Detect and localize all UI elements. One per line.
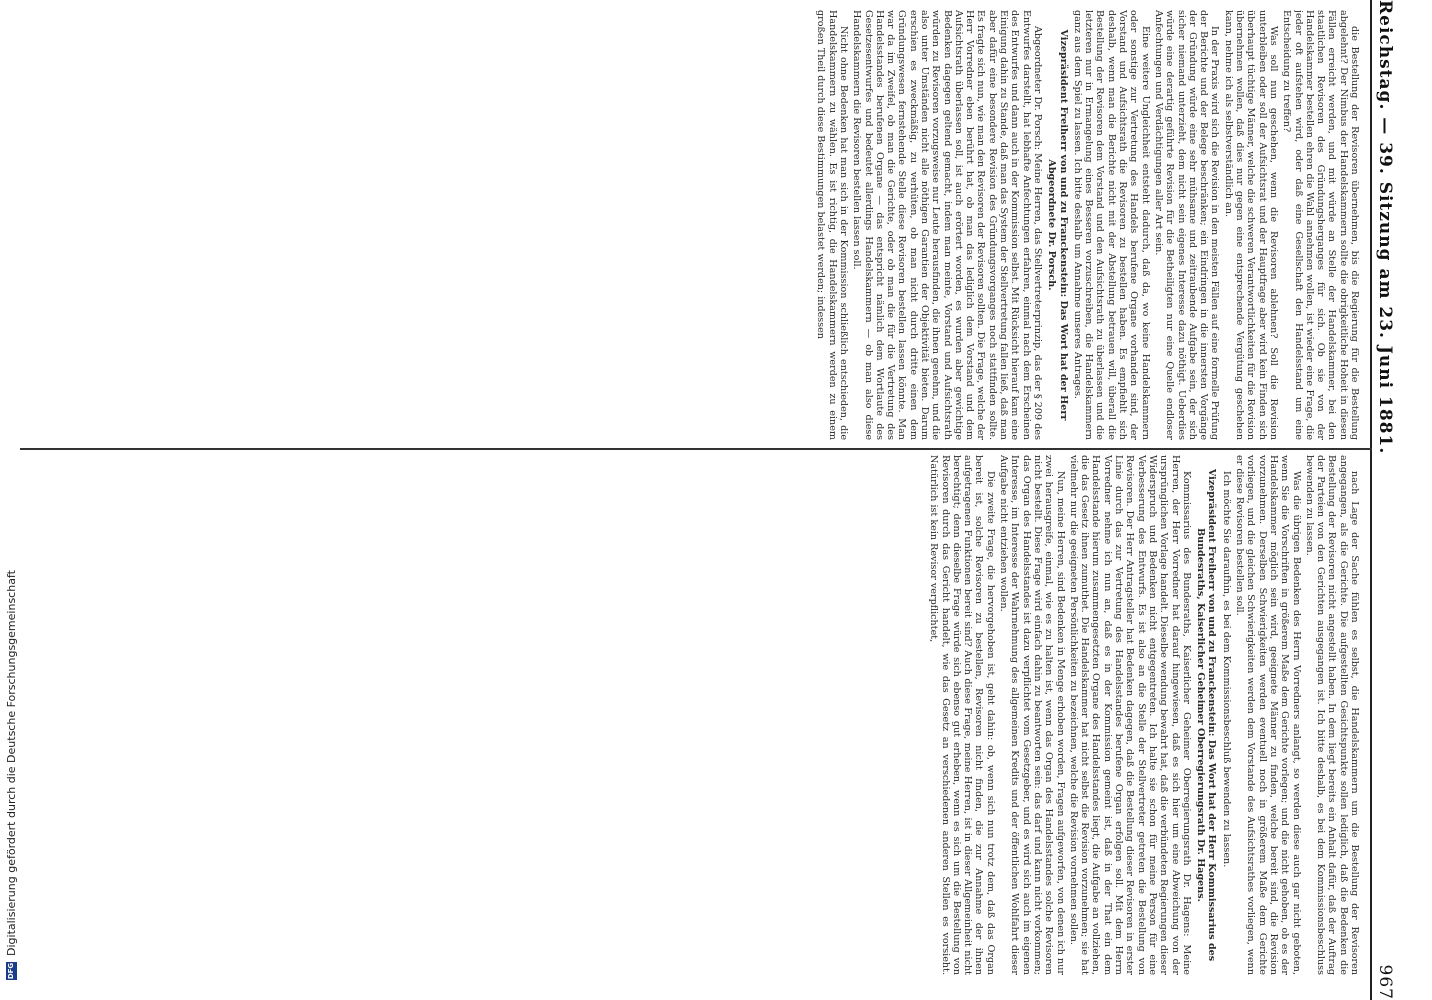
paragraph: Was die übrigen Bedenken des Herrn Vorredners anlangt, so werden diese auch gar nicht geboten, wenn Sie die Vorschriften in größerem Maße dem Gerichte vorlegen; und die nicht gehoben, ob es der Handelskammer möglich sein wird, geeignete Männer zu finden, welche bereit sind, die Revision vorzunehmen. Derselben Schwierigkeiten werden eventuell noch in größerem Maße dem Gerichte vorliegen, und die gleichen Schwierigkeiten werden dem Vorstande des Aufsichtsrathes vorliegen, wenn er diese Revisoren bestellen soll. xyxy=(1234,455,1302,975)
paragraph: Kommissarius des Bundesraths, Kaiserlicher Geheimer Oberregierungsrath Dr. Hagens: Meine Herren, der Herr Vorredner hat darauf hingewiesen, daß es sich hier um eine Abweichung von der ursprünglichen Vorlage handelt. Dieselbe wendung bewahrt hat, daß die verbündeten Regierungen dieser Widerspruch und Bedenken nicht entgegentreten. Ich halte sie schon für meine Person für eine Verbesserung des Entwurfs. Es ist also an die Stelle der Stellvertreter getreten die Bestellung von Revisoren. Der Herr Antragsteller hat Bedenken dagegen, daß die Bestellung dieser Revisoren in erster Linie durch das zur Vertretung des Handelsstandes berufene Organ erfolgen soll. Mit dem Herrn Vorredner nehme ich nun an, daß es in der Kommission gemeint ist, daß in der That ein dem Handelsstande hierum zusammengesetzten Organe des Handelsstandes liegt, die Aufgabe an vollziehen, die das Gesetz ihnen zumuthet. Die Handelskammer hat nicht selbst die Revision vorzunehmen; sie hat vielmehr nur die geeigneten Persönlichkeiten zu bezeichnen, welche die Revision vornehmen sollen. xyxy=(1067,455,1192,975)
dfg-logo-icon: DFG xyxy=(6,962,15,980)
paragraph: Ich möchte Sie daraufhin, es bei dem Kommissionsbeschluß bewenden zu lassen. xyxy=(1220,471,1232,868)
speaker-heading: Vizepräsident Freiherr von und zu Franckenstein: Das Wort hat der Herr Abgeordnete Dr. Porsch. xyxy=(1046,29,1069,421)
paragraph: die Bestellung der Revisoren übernehmen, bis die Regierung für die Bestellung abgelehnt? Der Nimbus der Handelskammern sollte die obrigkeitliche Hoheit in diesen Fällen erreicht werden, und mit würde an Stelle der Handelskammer, bei den staatlichen Revisoren des Gründungsherganges für sich. Ob sie von der Handelskammer bestellen ehren die Wahl annehmen wollen, ist wieder eine Frage, die jeder oft aufstehen wird, oder daß eine Gesellschaft den Handelsstand um eine Entscheidung zu treffen? xyxy=(1281,10,1360,440)
footer-note: Digitalisierung gefördert durch die Deutsche Forschungsgemeinschaft xyxy=(4,570,18,956)
page-header-title: Reichstag. — 39. Sitzung am 23. Juni 1881. xyxy=(1375,0,1395,455)
paragraph: Nicht ohne Bedenken hat man sich in der Kommission schließlich entschieden, die Handelskammern zu wählen. Es ist richtig, die Handelskammern werden zu einem großen Theil durch diese Bestimmungen belastet werden; indessen xyxy=(815,10,849,440)
paragraph: nach Lage der Sache fühlen es selbst, die Handelskammern um die Bestellung der Revisoren angegangen, als die Gerichte. Die aufgestellten Gesichtspunkte sollen lediglich, daß die Bedenken die Bestellung der Revisoren nicht angestellt haben. In dem liegt bereits ein Anhalt dafür, daß der Auftrag der Parteien von den Gerichten ausgegangen ist. Ich bitte deshalb, es bei dem Kommissionsbeschluss bewenden zu lassen. xyxy=(1303,455,1360,975)
text-column-top xyxy=(20,10,1360,440)
paragraph: Abgeordneter Dr. Porsch: Meine Herren, das Stellvertreterprinzip, das der § 209 des Entwurfes darstellt, hat lebhafte Anfechtungen erfahren, einmal nach dem Erscheinen des Entwurfes und dann auch in der Kommission selbst. Mit Rücksicht hierauf kam eine Einigung dahin zu Stande, daß man das System der Stellvertretung fallen ließ, daß man aber dafür eine besondere Revision des Gründungsvorganges noch stattfinden sollte. Es fragte sich nun, wie man den Revisoren der Revisoren sollten. Die Frage, welche der Herr Vorredner eben berührt hat, ob man das lediglich dem Vorstand und dem Aufsichtsrath überlassen soll, ist auch erörtert worden, es wurden aber gewichtige Bedenken dagegen geltend gemacht, indem man meinte, Vorstand und Aufsichtsrath würden zu Revisoren vorzugsweise nur Leute herausfinden, die ihnen genehm, und die also unter Umständen nicht alle nöthigen Garantien der Objektivität bieten. Darum erschien es zweckmäßig, zu verhüten, ob man nicht durch dritte einen dem Gründungswesen fernstehende Stelle diese Revisoren bestellen lassen könnte. Man war da im Zweifel, ob man die Gerichte, oder ob man die für die Vertretung des Handelsstandes berufenen Organe — das entspricht nämlich dem Wortlaute des Gesetzesentwurfes und bedeutet allerdings Handelskammern — ob man also diese Handelskammern die Revisoren bestellen lassen soll. xyxy=(851,10,1043,440)
column-divider xyxy=(20,448,1372,450)
page-header xyxy=(1370,0,1400,1000)
speaker-heading: Vizepräsident Freiherr von und zu Franckenstein: Das Wort hat der Herr Kommissarius des Bundesraths, Kaiserlicher Geheimer Oberregierungsrath Dr. Hagens. xyxy=(1195,468,1218,962)
digitization-footer xyxy=(0,0,22,1000)
paragraph: Eine weitere Ungleichheit entsteht dadurch, daß da, wo keine Handelskammern oder sonstige zur Vertretung des Handels berufene Organe vorhanden sind, der Vorstand und Aufsichtsrath die Revisoren zu bestellen haben. Es empfiehlt sich deshalb, wenn man die Berichte nicht mit der Abstellung betrauen will, überall die Bestellung der Revisoren dem Vorstand und den Aufsichtsrath zu überlassen und die letzteren nur in Ermangelung eines Besseren vorzuschreiben, die Handelskammern ganz aus dem Spiel zu lassen. Ich bitte deshalb um Annahme unseres Antrages. xyxy=(1071,10,1151,440)
paragraph: In der Praxis wird sich die Revision in den meisten Fällen auf eine formelle Prüfung der Berichte und der Belege beschränken; ein Eindringen in die innersten Vorgänge der Gründung würde eine sehr mühsame und zeitraubende Aufgabe sein, der sich sicher niemand unterzieht, dem nicht sein eigenes Interesse dazu nöthigt. Ueberdies würde eine derartig geführte Revision für die Betheiligten nur eine Quelle endloser Anfechtungen und Verdächtigungen aller Art sein. xyxy=(1152,10,1221,440)
paragraph: Nun, meine Herren, sind Bedenken in Menge erhoben worden, Fragen aufgeworfen, von denen ich nur zwei herausgreife, einmal, wie es zu halten ist, wenn das Organ des Handelsstandes solche Revisoren nicht bestellt. Diese Frage wird einfach dahin zu beantworten sein: das darf und kann nicht vorkommen; das Organ des Handelsstandes ist dazu verpflichtet vom Gesetzgeber, und es wird sich auch im eigenen Interesse, im Interesse der Wahrnehmung des allgemeinen Kredits und der öffentlichen Wohlfahrt dieser Aufgabe nicht entziehen wollen. xyxy=(998,455,1066,975)
paragraph: Was soll nun geschehen, wenn die Revisoren ablehnen? Soll die Revision unterbleiben oder soll der Aufsichtsrat und der Hauptfrage aber wird kein Finden sich überhaupt tüchtige Männer, welche die schweren Verantwortlichkeiten für die Revision übernehmen wollen, daß dies nur gegen eine entsprechende Vergütung geschehen kann, nehme ich als selbstverständlich an. xyxy=(1222,10,1279,440)
page-number: 967 xyxy=(1375,964,1395,1000)
header-rule xyxy=(1370,0,1372,1000)
text-column-bottom xyxy=(20,455,1360,975)
paragraph: Die zweite Frage, die hervorgehoben ist, geht dahin: ob, wenn sich nun trotz dem, daß das Organ bereit ist, solche Revisoren zu bestellen, Revisoren nicht finden, die zur Annahme der ihnen aufgetragenen Funktionen bereit sind? Auch diese Frage, meine Herren, ist in dieser Allgemeinheit nicht berechtigt; denn dieselbe Frage würde sich ebenso gut erheben, wenn es sich um die Bestellung von Revisoren durch das Gericht handelt, wie das Gesetz an verschiedenen anderen Stellen es vorsieht. Natürlich ist kein Revisor verpflichtet, xyxy=(928,455,996,975)
